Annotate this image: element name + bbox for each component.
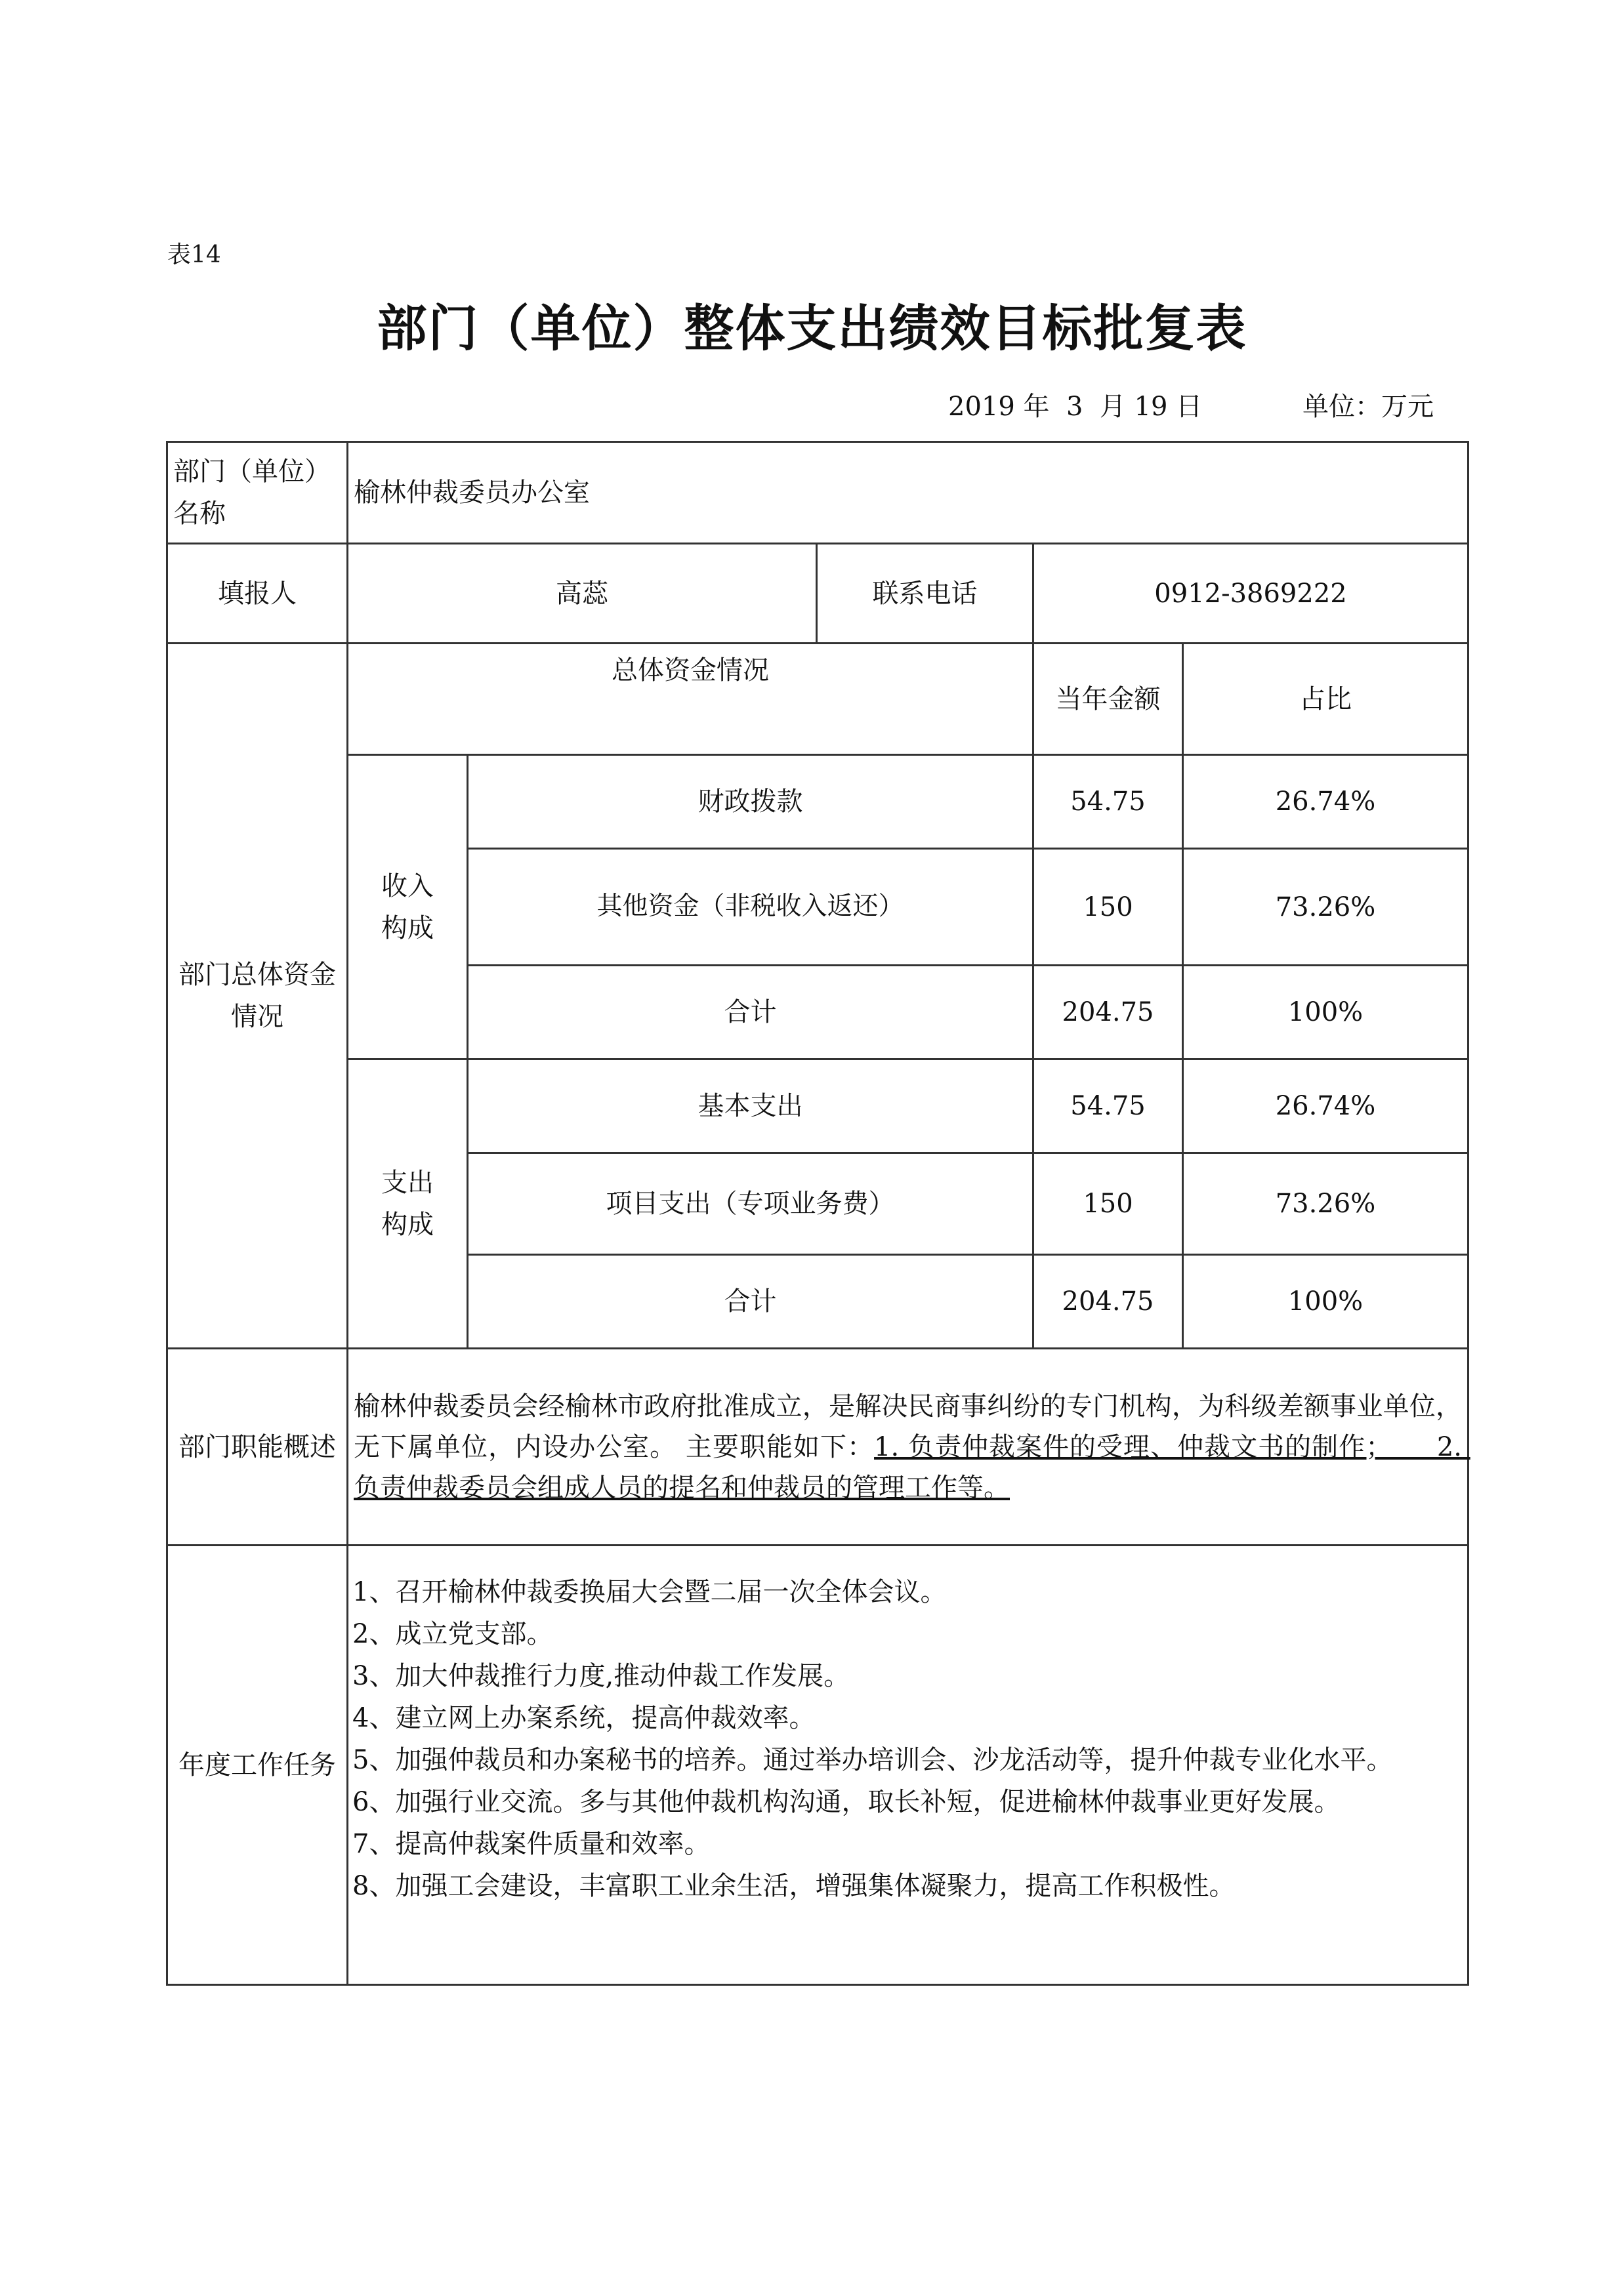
list-item: 7、提高仲裁案件质量和效率。 (352, 1829, 711, 1859)
income-total-name: 合计 (468, 966, 1033, 1059)
list-item: 4、建立网上办案系统，提高仲裁效率。 (352, 1703, 816, 1733)
expense-row-ratio: 26.74% (1183, 1059, 1468, 1153)
expense-total-amount: 204.75 (1033, 1255, 1183, 1349)
expense-total-name: 合计 (468, 1255, 1033, 1349)
income-row-amount: 54.75 (1033, 755, 1183, 849)
expense-row-ratio: 73.26% (1183, 1153, 1468, 1255)
expense-row-name: 项目支出（专项业务费） (468, 1153, 1033, 1255)
unit-label: 单位：万元 (1302, 392, 1434, 422)
tasks-label: 年度工作任务 (167, 1546, 348, 1985)
expense-row-amount: 150 (1033, 1153, 1183, 1255)
expense-label: 支出 构成 (348, 1059, 468, 1349)
phone-label: 联系电话 (817, 544, 1033, 644)
amount-header: 当年金额 (1033, 644, 1183, 755)
performance-table (166, 441, 1469, 1986)
income-row-amount: 150 (1033, 849, 1183, 966)
expense-row-amount: 54.75 (1033, 1059, 1183, 1153)
functions-text (348, 1349, 1468, 1546)
filler-label: 填报人 (167, 544, 348, 644)
expense-row-name: 基本支出 (468, 1059, 1033, 1153)
income-row-ratio: 26.74% (1183, 755, 1468, 849)
table-number: 表14 (167, 241, 221, 268)
overall-header: 总体资金情况 (348, 644, 1033, 755)
list-item: 6、加强行业交流。多与其他仲裁机构沟通，取长补短，促进榆林仲裁事业更好发展。 (352, 1787, 1341, 1817)
list-item: 8、加强工会建设，丰富职工业余生活，增强集体凝聚力，提高工作积极性。 (352, 1871, 1236, 1901)
income-total-ratio: 100% (1183, 966, 1468, 1059)
funds-section-label: 部门总体资金 情况 (167, 644, 348, 1349)
expense-total-ratio: 100% (1183, 1255, 1468, 1349)
list-item: 1、召开榆林仲裁委换届大会暨二届一次全体会议。 (352, 1577, 947, 1607)
income-total-amount: 204.75 (1033, 966, 1183, 1059)
income-row-name: 其他资金（非税收入返还） (468, 849, 1033, 966)
functions-text-plain: 榆林仲裁委员会经榆林市政府批准成立，是解决民商事纠纷的专门机构，为科级差额事业单位，无下属单位，内设办公室。 主要职能如下： (354, 1391, 1463, 1462)
filler-value: 高蕊 (348, 544, 817, 644)
ratio-header: 占比 (1183, 644, 1468, 755)
income-label: 收入 构成 (348, 755, 468, 1059)
list-item: 3、加大仲裁推行力度,推动仲裁工作发展。 (352, 1661, 850, 1691)
list-item: 5、加强仲裁员和办案秘书的培养。通过举办培训会、沙龙活动等，提升仲裁专业化水平。 (352, 1745, 1393, 1775)
phone-value: 0912-3869222 (1033, 544, 1468, 644)
income-row-ratio: 73.26% (1183, 849, 1468, 966)
functions-text-underlined: 1. 负责仲裁案件的受理、仲裁文书的制作； 2. 负责仲裁委员会组成人员的提名和仲裁员的管理工作等。 (354, 1431, 1470, 1503)
dept-name-value: 榆林仲裁委员办公室 (348, 442, 1468, 544)
report-date: 2019 年 3 月 19 日 (948, 392, 1203, 422)
page-title: 部门（单位）整体支出绩效目标批复表 (377, 299, 1247, 358)
income-row-name: 财政拨款 (468, 755, 1033, 849)
tasks-list (348, 1546, 1468, 1985)
functions-label: 部门职能概述 (167, 1349, 348, 1546)
dept-name-label: 部门（单位） 名称 (167, 442, 348, 544)
list-item: 2、成立党支部。 (352, 1619, 553, 1649)
